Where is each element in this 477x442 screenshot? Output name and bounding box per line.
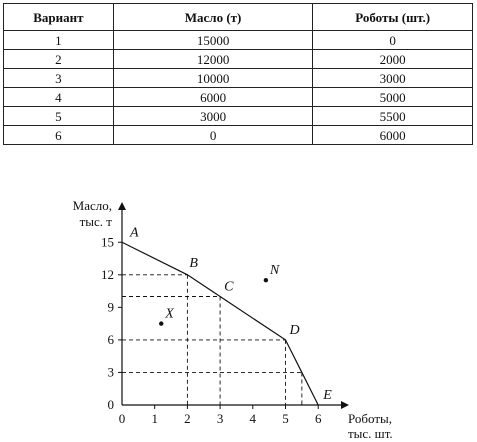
cell-robots: 5500 bbox=[313, 107, 473, 126]
guide-lines bbox=[122, 275, 302, 405]
y-tick-label: 3 bbox=[107, 364, 114, 380]
x-tick-label: 4 bbox=[249, 411, 257, 426]
table-row bbox=[4, 107, 473, 126]
production-table bbox=[3, 3, 473, 145]
cell-variant: 5 bbox=[4, 107, 114, 126]
extra-point-label: N bbox=[269, 263, 280, 279]
cell-robots: 6000 bbox=[313, 126, 473, 145]
cell-variant: 6 bbox=[4, 126, 114, 145]
point-label: E bbox=[323, 388, 332, 403]
y-axis-label-line1: Масло, bbox=[72, 198, 112, 213]
y-tick-label: 9 bbox=[107, 299, 114, 315]
extra-point bbox=[264, 278, 268, 282]
point-label: A bbox=[130, 225, 139, 241]
cell-variant: 1 bbox=[4, 31, 114, 50]
cell-variant: 3 bbox=[4, 69, 114, 88]
table-row bbox=[4, 50, 473, 69]
header-variant: Вариант bbox=[4, 4, 114, 31]
table-row bbox=[4, 31, 473, 50]
cell-butter: 15000 bbox=[113, 31, 313, 50]
point-label: C bbox=[224, 279, 234, 295]
ppf-chart bbox=[0, 180, 477, 442]
y-tick-label: 0 bbox=[107, 397, 114, 412]
cell-butter: 0 bbox=[113, 126, 313, 145]
y-tick-label: 6 bbox=[107, 331, 114, 347]
extra-point bbox=[159, 321, 163, 325]
x-tick-label: 6 bbox=[314, 411, 322, 426]
table-row bbox=[4, 126, 473, 145]
cell-robots: 0 bbox=[313, 31, 473, 50]
y-tick-label: 15 bbox=[101, 234, 114, 250]
x-axis-label-line2: тыс. шт. bbox=[348, 426, 393, 441]
cell-butter: 6000 bbox=[113, 88, 313, 107]
y-tick-label: 12 bbox=[101, 266, 114, 282]
cell-variant: 2 bbox=[4, 50, 114, 69]
header-robots: Роботы (шт.) bbox=[313, 4, 473, 31]
table-header-row bbox=[4, 4, 473, 31]
x-axis-label-line1: Роботы, bbox=[348, 411, 393, 426]
x-tick-label: 3 bbox=[216, 411, 224, 426]
cell-variant: 4 bbox=[4, 88, 114, 107]
cell-robots: 5000 bbox=[313, 88, 473, 107]
cell-robots: 3000 bbox=[313, 69, 473, 88]
cell-butter: 3000 bbox=[113, 107, 313, 126]
x-tick-label: 0 bbox=[118, 411, 126, 426]
header-butter: Масло (т) bbox=[113, 4, 313, 31]
cell-butter: 12000 bbox=[113, 50, 313, 69]
x-tick-label: 2 bbox=[184, 411, 191, 426]
x-tick-label: 1 bbox=[151, 411, 158, 426]
cell-robots: 2000 bbox=[313, 50, 473, 69]
extra-points bbox=[159, 263, 280, 326]
y-axis-label-line2: тыс. т bbox=[79, 214, 112, 229]
point-label: B bbox=[189, 255, 198, 271]
x-tick-label: 5 bbox=[282, 411, 289, 426]
cell-butter: 10000 bbox=[113, 69, 313, 88]
table-row bbox=[4, 88, 473, 107]
extra-point-label: X bbox=[165, 306, 174, 322]
point-label: D bbox=[289, 322, 300, 338]
table-row bbox=[4, 69, 473, 88]
